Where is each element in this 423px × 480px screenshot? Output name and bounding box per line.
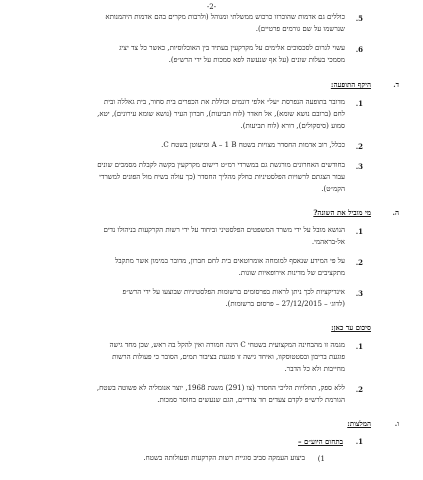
page-number: -2-	[206, 3, 217, 11]
item-number: 3.	[355, 162, 363, 171]
item-number: 1.	[355, 342, 363, 351]
item-number: 6.	[355, 45, 363, 54]
paragraph-line: מחייבות ולא כל הדבר.	[284, 365, 345, 373]
paragraph-line: סמוע (סיסקולים), דורא (לוח תביעות).	[240, 122, 345, 130]
section-title: היקף התופעה:	[330, 80, 371, 89]
paragraph-line: על פי המידע שנאסף למומחה אומרוטאים בית לחם חברון, מדובר במימון אשר מתקבל	[115, 257, 345, 265]
paragraph-line: לחם (ברובם נושא שומא), אל חאדר (לוח תביעות), חברון העיר (נושא שומא עירונים), יטא,	[97, 110, 345, 118]
paragraph-line: ככלל, רוב אדמות החסדר מצויות בשטח A – 1 B ומיעוטן בשטח C.	[161, 141, 345, 149]
item-number: 1.	[355, 437, 363, 446]
paragraph-line: הגורמת לרש״פ לקדם צעדים חד צדדיים, הגם שנעשים בחוסר סמכות.	[157, 396, 345, 404]
item-number: 1.	[355, 227, 363, 236]
paragraph-line: מתקציבים של מדינות אירופאיות שונות.	[238, 269, 345, 277]
paragraph-line: בחודשים האחרונים מורגשת גם במשרדי רמ״ט רישום מקרקעין בקשה לקבלת מסמכים שונים	[97, 161, 345, 169]
paragraph-line: מגמה זו מהבחינה המקצועית בשטחי C הינה חמורה ואין להקל בה ראש, שכן מחד גישה	[109, 341, 345, 349]
item-number: 2.	[355, 142, 363, 151]
item-number: 5.	[355, 14, 363, 23]
paragraph-line: שנרשמו על שם גורמים פרטיים).	[255, 25, 345, 33]
paragraph-line: מדובר בתופעה הנפרסת ״על״ אלפי דונמים וכוללת את הכפרים בית סחור, בית גאללה ובית	[103, 98, 345, 106]
section-title: המלצות:	[347, 419, 371, 428]
paragraph-line: אינדיקציות לכך ניתן לראות בפרסומים ברשומות הפלסטיניות שבוצעו על ידי הרש״פ	[122, 288, 345, 296]
section-title: מי מוביל את השונה?	[313, 208, 371, 217]
paragraph-line: מסמכי בעלות שונים (על אף שנעשה לפא סמכות על ידי הרש״פ).	[168, 56, 345, 64]
item-number: 3.	[355, 289, 363, 298]
section-letter: ו.	[394, 419, 399, 428]
paragraph-line: הנושא מובל על ידי משרד המשפטים הפלסטיני וביחוד על ידי רשות הקרקעות בניהולו נדים	[103, 226, 345, 234]
paragraph-line: ללא ספק, תחלויות הליכי החסדר (צו (291) משנת 1968, יוצר אנומליה לא פשוטה בשטח,	[96, 384, 345, 392]
section-letter: ה.	[392, 208, 399, 217]
paragraph-line: עשוי לגרום לסכסוכים אלימים על מקרקעין בעתיד בין האוכלוסיות, כאשר כל צד יציג	[119, 44, 345, 52]
paragraph-line: (לדוג׳ – 27/12/2015 – פרסום ברשומות).	[225, 300, 345, 308]
subsection-title: בתחום היוע״ם –	[298, 437, 343, 446]
section-letter: ד.	[393, 80, 399, 89]
item-number: 2.	[355, 258, 363, 267]
item-number: 1)	[317, 455, 325, 463]
item-number: 2.	[355, 385, 363, 394]
item-number: 1.	[355, 99, 363, 108]
paragraph-line: פוגעת בריבון ובסטטוסקוו, ואיחד גישה זו פוגעת בציבור תמים, הסובר כי פעולות הרשות	[112, 353, 345, 361]
paragraph-line: הקמ״ט).	[321, 185, 345, 193]
section-title: סיכום עד כאן:	[331, 323, 371, 332]
paragraph-line: ביצוע העמקה סביב סוגיית רשות הקרקעות ופעולותה בשטח.	[143, 454, 305, 462]
paragraph-line: עבור הצגתם לרשויות הפלסטיניות כחלק מהליך החסדר (כך עולה בשיח מול הפונים למשרדי	[99, 173, 345, 181]
paragraph-line: כוללים גם אדמות שהוכרזו כרכוש ממשלתי ומנוהל (ולרבות מקרים בהם אדמות היהמנותא	[105, 13, 345, 21]
paragraph-line: אל-בראהמי.	[311, 238, 345, 246]
